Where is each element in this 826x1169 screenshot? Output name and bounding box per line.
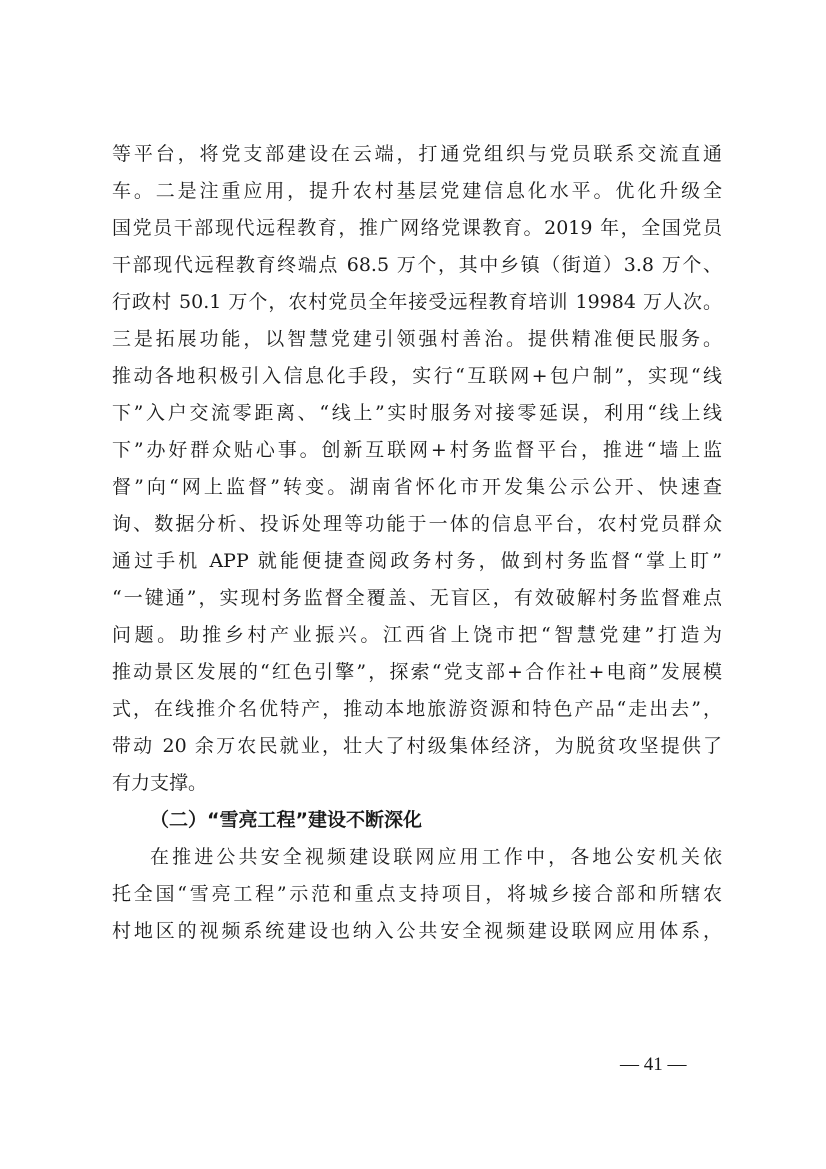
paragraph-1 [112,136,722,802]
paragraph-2 [112,839,722,950]
text-line: 带动 20 余万农民就业，壮大了村级集体经济，为脱贫攻坚提供了 [112,735,722,757]
text-line: 通过手机 APP 就能便捷查阅政务村务，做到村务监督“掌上盯” [112,550,722,572]
text-line: 下”入户交流零距离、“线上”实时服务对接零延误，利用“线上线 [112,402,722,424]
text-line: 等平台，将党支部建设在云端，打通党组织与党员联系交流直通 [112,143,722,165]
text-line: 问题。助推乡村产业振兴。江西省上饶市把“智慧党建”打造为 [112,624,722,646]
text-line: 干部现代远程教育终端点 68.5 万个，其中乡镇（街道）3.8 万个、 [112,254,722,276]
text-line: 督”向“网上监督”转变。湖南省怀化市开发集公示公开、快速查 [112,476,722,498]
text-line: 托全国“雪亮工程”示范和重点支持项目，将城乡接合部和所辖农 [112,883,722,905]
text-line: 行政村 50.1 万个，农村党员全年接受远程教育培训 19984 万人次。 [112,291,722,313]
text-line: 三是拓展功能，以智慧党建引领强村善治。提供精准便民服务。 [112,328,722,350]
text-line: 下”办好群众贴心事。创新互联网+村务监督平台，推进“墙上监 [112,439,722,461]
text-line: 车。二是注重应用，提升农村基层党建信息化水平。优化升级全 [112,180,722,202]
text-line: 村地区的视频系统建设也纳入公共安全视频建设联网应用体系， [112,920,722,942]
body-text [112,136,722,950]
text-line: 式，在线推介名优特产，推动本地旅游资源和特色产品“走出去”， [112,698,722,720]
text-line: 国党员干部现代远程教育，推广网络党课教育。2019 年，全国党员 [112,217,722,239]
section-heading: （二）“雪亮工程”建设不断深化 [150,809,422,831]
text-line: 有力支撑。 [112,772,208,794]
text-line: 询、数据分析、投诉处理等功能于一体的信息平台，农村党员群众 [112,513,722,535]
text-line: 推动景区发展的“红色引擎”，探索“党支部+合作社+电商”发展模 [112,661,722,683]
text-line: 推动各地积极引入信息化手段，实行“互联网+包户制”，实现“线 [112,365,722,387]
page-number: — 41 — [620,1054,687,1075]
text-line: 在推进公共安全视频建设联网应用工作中，各地公安机关依 [150,846,722,868]
text-line: “一键通”，实现村务监督全覆盖、无盲区，有效破解村务监督难点 [112,587,722,609]
